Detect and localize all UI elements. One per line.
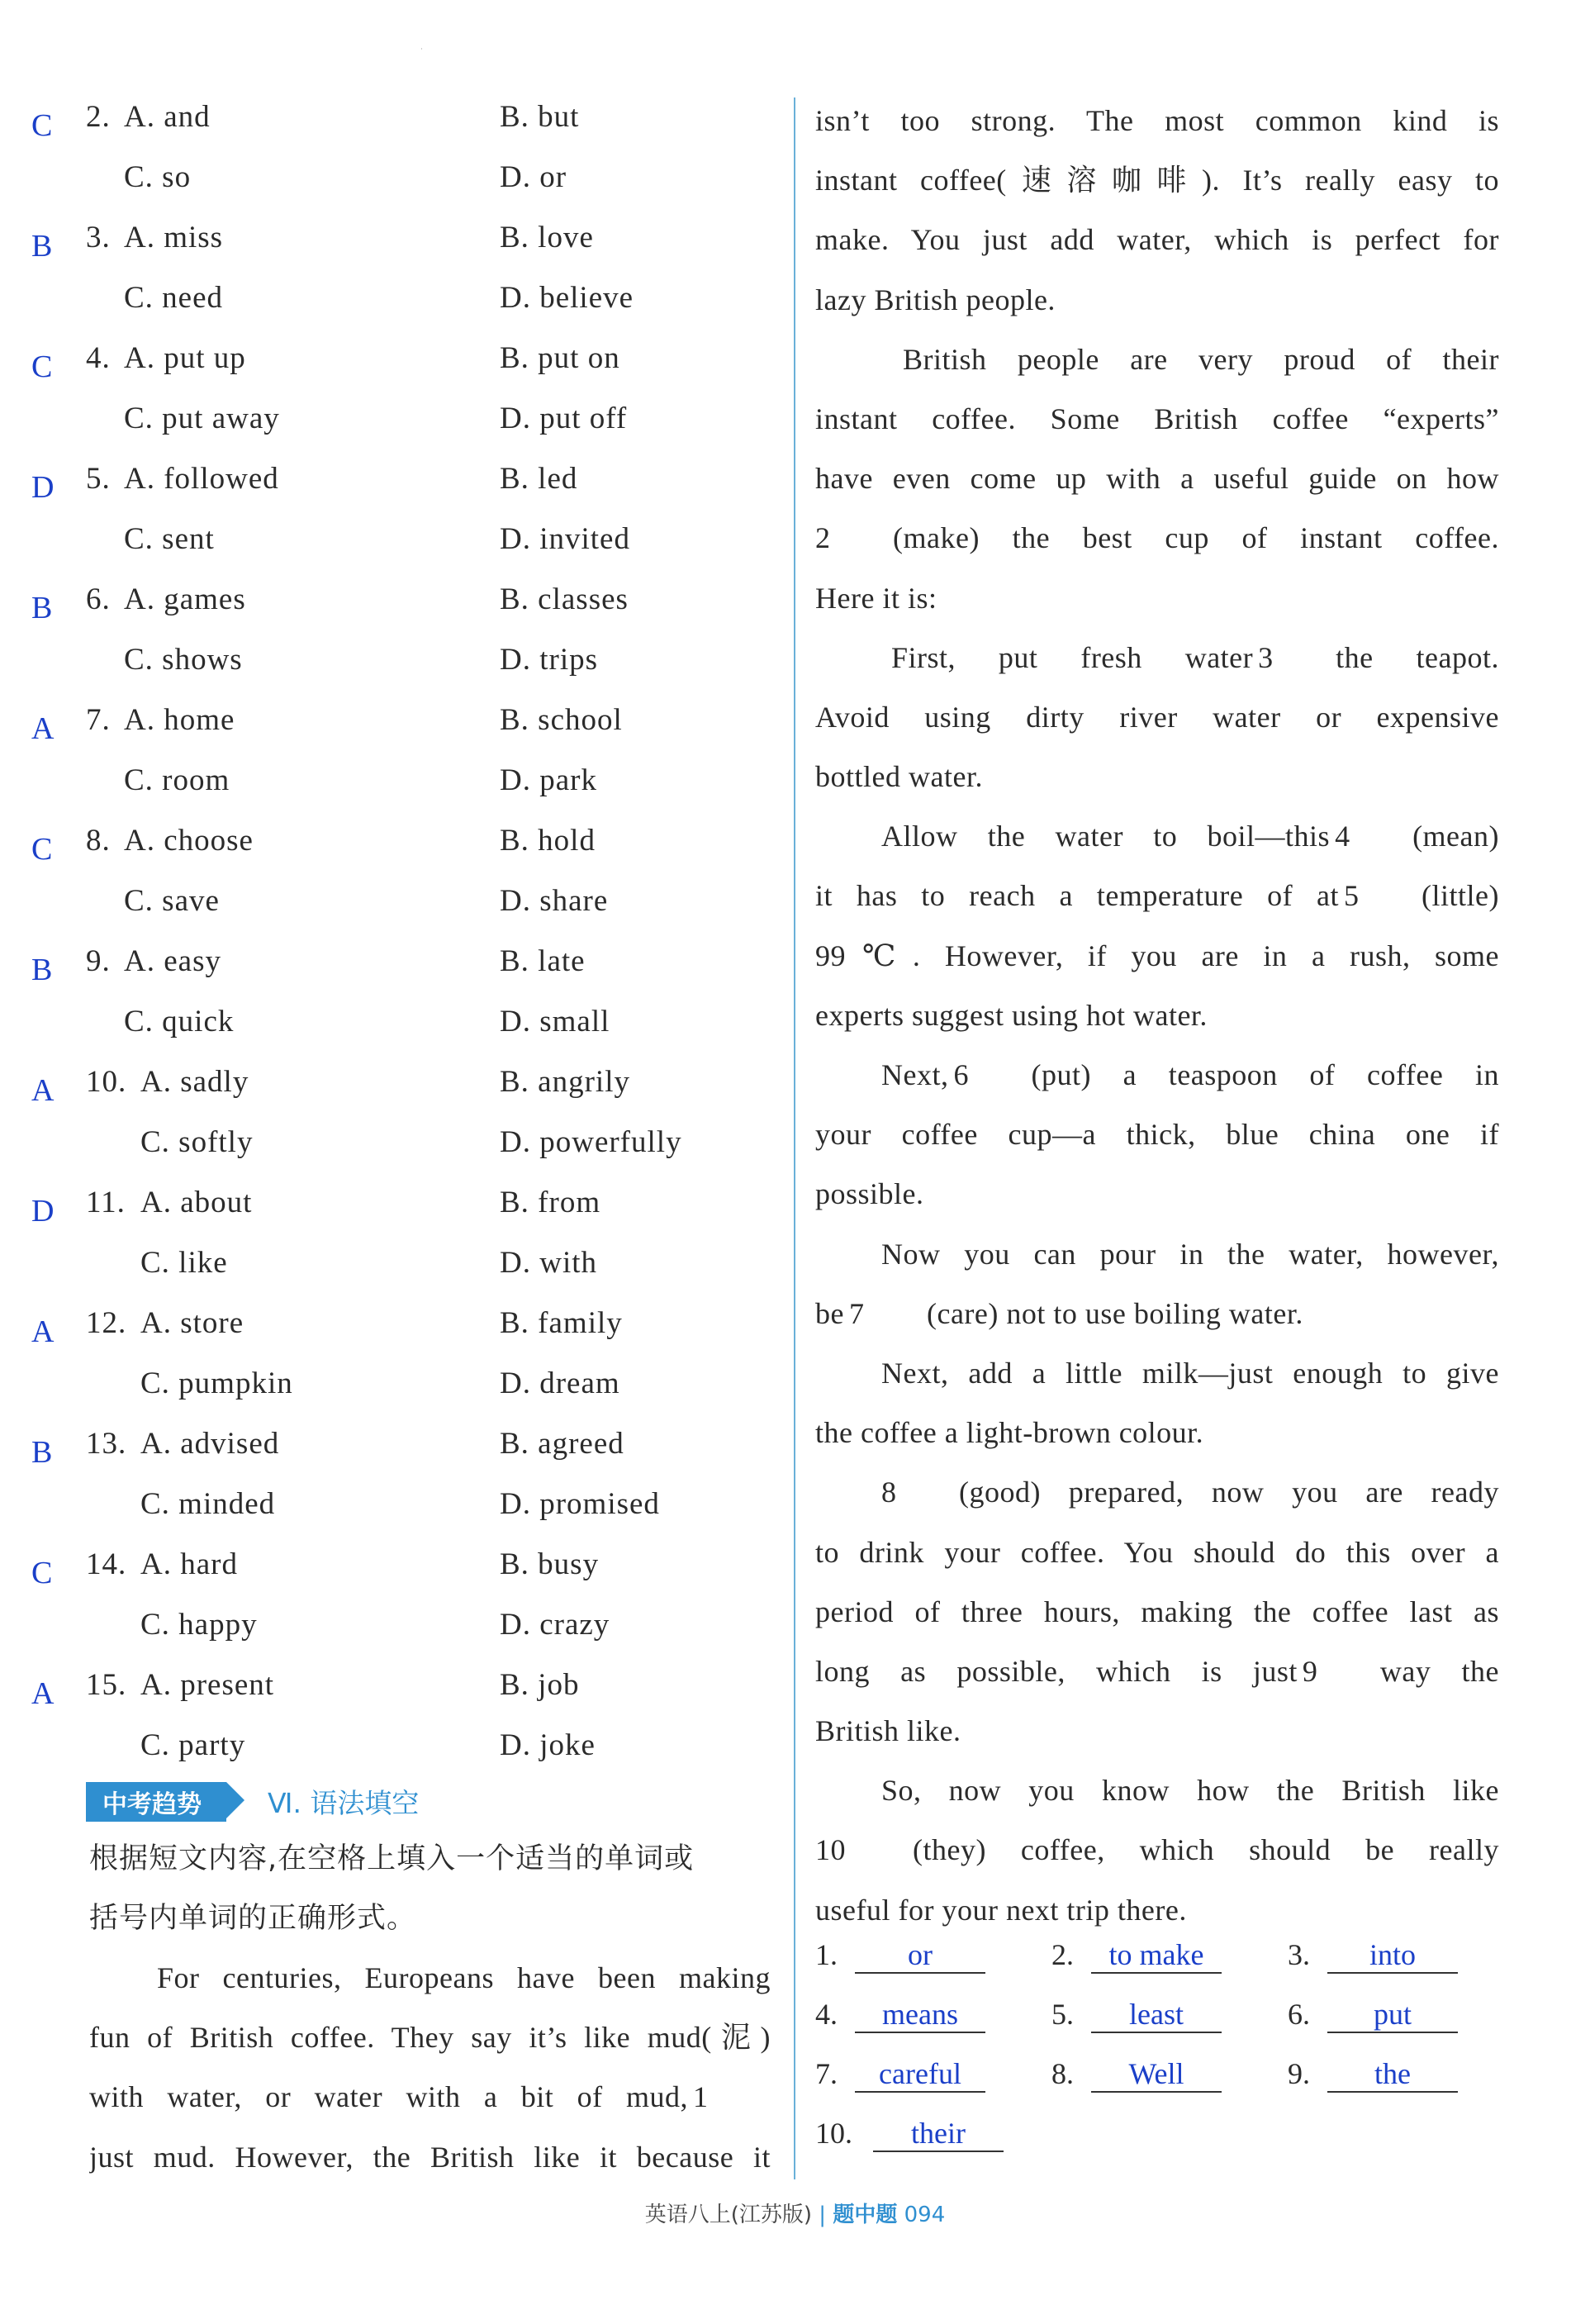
page-footer (0, 2198, 1590, 2228)
answer-letter: A (31, 1314, 55, 1349)
option-a: A. choose (124, 824, 254, 858)
passage-line: Next, add a little milk—just enough to give (881, 1356, 1499, 1390)
passage-line (815, 806, 1499, 866)
passage-line (89, 2067, 771, 2127)
answer-letter: C (31, 1556, 53, 1590)
option-c: C. sent (124, 522, 215, 556)
question-number: 9. (86, 944, 111, 978)
option-d: D. crazy (500, 1608, 610, 1642)
option-d: D. invited (500, 522, 630, 556)
option-a: A. about (140, 1186, 253, 1219)
option-b: B. from (500, 1186, 601, 1219)
passage-line: your coffee cup—a thick, blue china one if (815, 1118, 1499, 1152)
option-c: C. put away (124, 402, 280, 435)
passage-text: be (815, 1296, 844, 1330)
option-b: B. led (500, 462, 578, 496)
answer-letter: C (31, 349, 53, 384)
option-b: B. school (500, 703, 623, 737)
passage-text: Allow the water to boil—this (881, 820, 1331, 853)
instruction-line-1: 根据短文内容,在空格上填入一个适当的单词或 (89, 1842, 695, 1875)
option-a: A. followed (124, 462, 279, 496)
option-b: B. job (500, 1668, 580, 1702)
answer-10 (815, 2116, 1030, 2157)
passage-line: useful for your next trip there. (815, 1893, 1187, 1927)
passage-text: (good) prepared, now you are ready (959, 1476, 1499, 1509)
section-tag: 中考趋势 (86, 1782, 226, 1822)
column-divider (794, 97, 795, 2179)
option-d: D. powerfully (500, 1125, 682, 1159)
answer-9 (1288, 2056, 1502, 2098)
right-passage (815, 91, 1499, 1940)
answer-letter: A (31, 711, 55, 746)
passage-line: make. You just add water, which is perfect for (815, 223, 1499, 257)
option-a: A. sadly (140, 1065, 249, 1099)
option-c: C. quick (124, 1005, 235, 1038)
passage-line: Now you can pour in the water, however, (881, 1237, 1499, 1271)
passage-text: Next, (881, 1058, 949, 1091)
page-number: 094 (904, 2203, 946, 2227)
question-number: 13. (86, 1427, 127, 1461)
passage-line: 99℃. However, if you are in a rush, some (815, 939, 1499, 972)
answer-letter: D (31, 1194, 55, 1229)
passage-text: the teapot. (1336, 640, 1499, 674)
passage-line: just mud. However, the British like it because it (89, 2140, 771, 2174)
answer-value: their (873, 2116, 1004, 2152)
answer-number: 6. (1288, 1998, 1310, 2031)
passage-line (815, 1642, 1499, 1701)
answer-7 (815, 2056, 1030, 2098)
footer-separator: | (819, 2203, 827, 2227)
option-c: C. happy (140, 1608, 258, 1642)
answer-number: 7. (815, 2057, 838, 2090)
option-d: D. park (500, 763, 597, 797)
passage-line: possible. (815, 1177, 924, 1211)
answer-letter: B (31, 229, 53, 264)
footer-subject: 英语八上(江苏版) (644, 2203, 813, 2227)
left-passage (89, 1948, 771, 2187)
passage-text: (make) the best cup of instant coffee. (893, 521, 1499, 555)
option-c: C. room (124, 763, 230, 797)
passage-text: it has to reach a temperature of at (815, 879, 1340, 913)
blank-4: 4 (1335, 806, 1407, 866)
answer-letter: B (31, 591, 53, 625)
passage-line (815, 1462, 1499, 1522)
passage-line (815, 628, 1499, 687)
passage-line: experts suggest using hot water. (815, 998, 1208, 1032)
option-c: C. like (140, 1246, 228, 1280)
passage-line: have even come up with a useful guide on how (815, 462, 1499, 496)
answer-letter: A (31, 1073, 55, 1108)
option-b: B. classes (500, 582, 629, 616)
option-b: B. angrily (500, 1065, 630, 1099)
passage-line: British like. (815, 1714, 961, 1748)
passage-line: Avoid using dirty river water or expensive (815, 700, 1499, 734)
option-c: C. so (124, 160, 192, 194)
blank-2: 2 (815, 508, 888, 568)
answer-1 (815, 1937, 1030, 1979)
option-a: A. easy (124, 944, 221, 978)
right-column (814, 0, 1507, 2231)
option-c: C. softly (140, 1125, 254, 1159)
option-a: A. put up (124, 341, 246, 375)
answer-value: careful (855, 2056, 985, 2093)
answer-number: 3. (1288, 1938, 1310, 1971)
question-number: 4. (86, 341, 111, 375)
option-b: B. family (500, 1306, 623, 1340)
option-d: D. small (500, 1005, 610, 1038)
passage-line: For centuries, Europeans have been making (157, 1961, 771, 1994)
answer-value: to make (1091, 1937, 1222, 1974)
option-a: A. miss (124, 221, 224, 254)
question-number: 5. (86, 462, 111, 496)
answer-letter: C (31, 832, 53, 867)
blank-5: 5 (1344, 866, 1417, 925)
section-title: Ⅵ. 语法填空 (268, 1787, 420, 1819)
option-c: C. shows (124, 643, 243, 677)
question-number: 8. (86, 824, 111, 858)
option-d: D. put off (500, 402, 628, 435)
question-number: 6. (86, 582, 111, 616)
answer-2 (1051, 1937, 1266, 1979)
option-a: A. store (140, 1306, 244, 1340)
answer-letter: D (31, 470, 55, 505)
option-a: A. games (124, 582, 246, 616)
passage-line: to drink your coffee. You should do this over a (815, 1535, 1499, 1569)
answer-4 (815, 1997, 1030, 2038)
answer-letter: C (31, 108, 53, 143)
answer-number: 10. (815, 2117, 852, 2150)
passage-line: bottled water. (815, 760, 983, 794)
left-column (0, 0, 793, 2231)
option-c: C. pumpkin (140, 1366, 293, 1400)
answer-value: put (1327, 1997, 1458, 2033)
answer-value: or (855, 1937, 985, 1974)
option-a: A. present (140, 1668, 275, 1702)
option-c: C. need (124, 281, 224, 315)
option-d: D. dream (500, 1366, 620, 1400)
option-a: A. and (124, 100, 211, 134)
option-c: C. minded (140, 1487, 276, 1521)
passage-line: fun of British coffee. They say it’s like mud(泥) (89, 2021, 771, 2055)
option-c: C. party (140, 1728, 246, 1762)
passage-line: British people are very proud of their (903, 342, 1499, 376)
option-d: D. trips (500, 643, 598, 677)
answer-6 (1288, 1997, 1502, 2038)
answer-value: Well (1091, 2056, 1222, 2093)
answer-value: least (1091, 1997, 1222, 2033)
blank-7: 7 (849, 1284, 922, 1343)
answer-value: means (855, 1997, 985, 2033)
question-number: 12. (86, 1306, 127, 1340)
instruction-line-2: 括号内单词的正确形式。 (89, 1902, 417, 1935)
passage-line: instant coffee(速溶咖啡). It’s really easy to (815, 164, 1499, 197)
blank-9: 9 (1303, 1642, 1375, 1701)
option-b: B. late (500, 944, 586, 978)
blank-6: 6 (953, 1045, 1026, 1105)
option-d: D. with (500, 1246, 597, 1280)
answer-letter: B (31, 953, 53, 987)
question-number: 11. (86, 1186, 126, 1219)
answer-3 (1288, 1937, 1502, 1979)
passage-text: way the (1379, 1654, 1499, 1688)
blank-8: 8 (881, 1462, 954, 1522)
question-number: 15. (86, 1668, 127, 1702)
passage-line (815, 508, 1499, 568)
option-d: D. believe (500, 281, 634, 315)
passage-text: (they) coffee, which should be really (913, 1833, 1499, 1867)
blank-3: 3 (1258, 628, 1331, 687)
passage-line: instant coffee. Some British coffee “experts” (815, 402, 1499, 435)
blank-1: 1 (693, 2067, 766, 2127)
question-number: 10. (86, 1065, 127, 1099)
option-b: B. hold (500, 824, 596, 858)
question-number: 7. (86, 703, 111, 737)
passage-text: (little) (1422, 879, 1499, 913)
answer-8 (1051, 2056, 1266, 2098)
passage-line: isn’t too strong. The most common kind is (815, 104, 1499, 137)
passage-text: (mean) (1412, 820, 1499, 853)
option-d: D. or (500, 160, 567, 194)
footer-label: 题中题 (833, 2203, 898, 2227)
question-number: 14. (86, 1547, 127, 1581)
passage-text: (put) a teaspoon of coffee in (1031, 1058, 1499, 1091)
answer-number: 2. (1051, 1938, 1074, 1971)
passage-line (815, 866, 1499, 925)
option-d: D. share (500, 884, 609, 918)
question-number: 3. (86, 221, 111, 254)
option-a: A. advised (140, 1427, 280, 1461)
option-b: B. busy (500, 1547, 600, 1581)
passage-line: Here it is: (815, 581, 937, 615)
option-b: B. but (500, 100, 580, 134)
passage-text: First, put fresh water (891, 640, 1254, 674)
answer-number: 8. (1051, 2057, 1074, 2090)
option-d: D. promised (500, 1487, 660, 1521)
answer-number: 4. (815, 1998, 838, 2031)
passage-line: So, now you know how the British like (881, 1774, 1499, 1808)
option-a: A. home (124, 703, 235, 737)
answer-letter: A (31, 1676, 55, 1711)
passage-line (815, 1045, 1499, 1105)
answer-number: 1. (815, 1938, 838, 1971)
answer-value: the (1327, 2056, 1458, 2093)
passage-line: the coffee a light-brown colour. (815, 1416, 1204, 1450)
answer-5 (1051, 1997, 1266, 2038)
option-a: A. hard (140, 1547, 238, 1581)
passage-line (815, 1820, 1499, 1880)
blank-10: 10 (815, 1820, 908, 1880)
option-d: D. joke (500, 1728, 596, 1762)
passage-line (815, 1284, 1499, 1343)
answer-value: into (1327, 1937, 1458, 1974)
answer-letter: B (31, 1435, 53, 1470)
option-b: B. agreed (500, 1427, 624, 1461)
option-c: C. save (124, 884, 220, 918)
passage-line: period of three hours, making the coffee last as (815, 1594, 1499, 1628)
answer-number: 5. (1051, 1998, 1074, 2031)
section-banner (86, 1782, 420, 1819)
option-b: B. put on (500, 341, 620, 375)
passage-line: lazy British people. (815, 283, 1056, 316)
question-number: 2. (86, 100, 111, 134)
passage-text: with water, or water with a bit of mud, (89, 2080, 688, 2114)
option-b: B. love (500, 221, 594, 254)
answer-number: 9. (1288, 2057, 1310, 2090)
passage-text: (care) not to use boiling water. (926, 1296, 1303, 1330)
passage-text: long as possible, which is just (815, 1654, 1298, 1688)
